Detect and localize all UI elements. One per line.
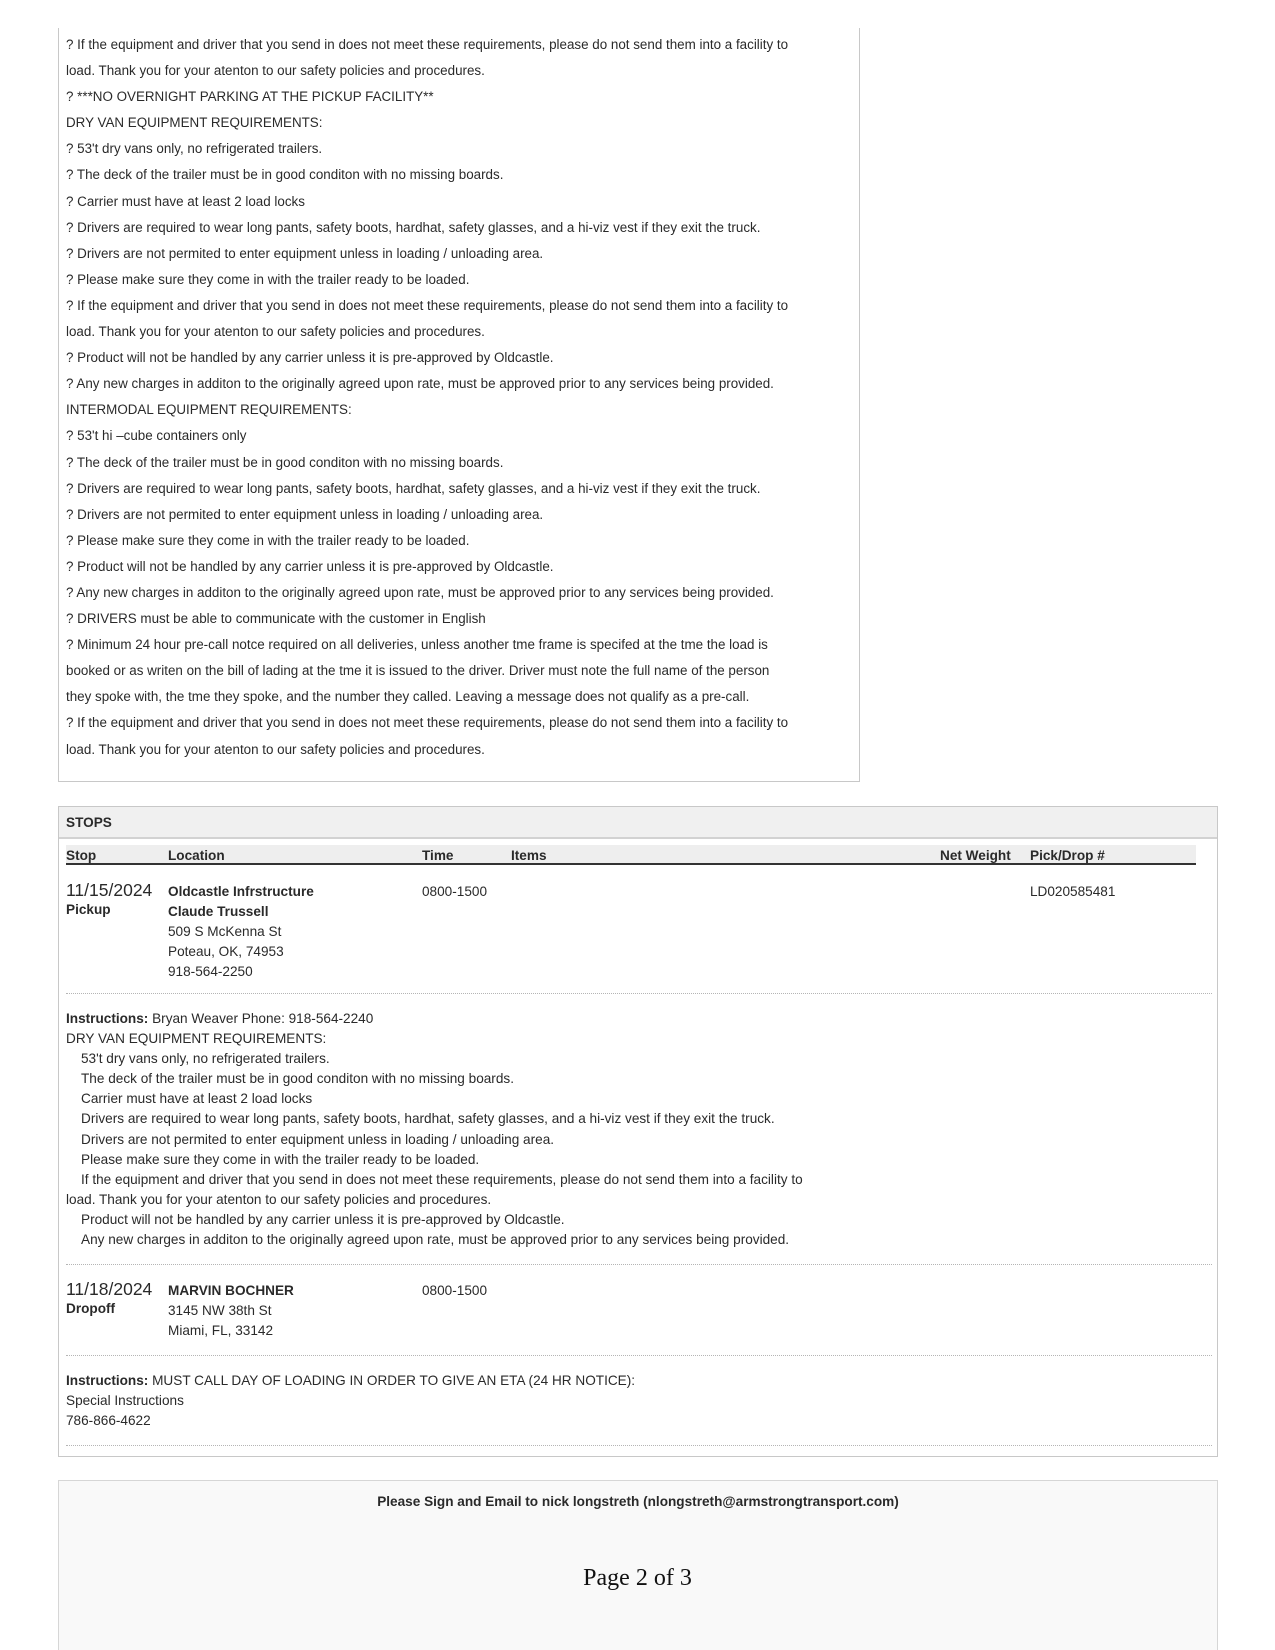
location-company: Oldcastle Infrstructure: [168, 884, 314, 899]
location-phone: 918-564-2250: [168, 964, 253, 979]
location-address: 509 S McKenna St: [168, 924, 282, 939]
requirement-line: ? Minimum 24 hour pre-call notce required on all deliveries, unless another tme frame is specifed at the tme the load is: [66, 637, 768, 653]
divider: [66, 1445, 1212, 1446]
stop-type: Pickup: [66, 902, 111, 917]
stop-date: 11/18/2024: [66, 1279, 153, 1300]
stop-time: 0800-1500: [422, 884, 488, 899]
column-items: Items: [511, 848, 547, 863]
stop-type: Dropoff: [66, 1301, 116, 1317]
stop-ref-number: LD020585481: [1030, 884, 1116, 899]
stop-location: [168, 1281, 294, 1341]
requirement-line: ? The deck of the trailer must be in good conditon with no missing boards.: [66, 454, 504, 470]
requirement-line: ? Please make sure they come in with the trailer ready to be loaded.: [66, 532, 470, 548]
requirement-line: ? 53't dry vans only, no refrigerated trailers.: [66, 141, 323, 157]
location-address: 3145 NW 38th St: [168, 1303, 272, 1319]
stop-row-dropoff: [66, 1265, 1217, 1355]
instructions-line: Drivers are not permited to enter equipment unless in loading / unloading area.: [81, 1131, 555, 1147]
page-number: Page 2 of 3: [583, 1565, 692, 1591]
instructions-line: Carrier must have at least 2 load locks: [81, 1091, 313, 1107]
requirement-line: they spoke with, the tme they spoke, and the number they called. Leaving a message does not qualify as a pre-call.: [66, 689, 750, 705]
instructions-line: 786-866-4622: [66, 1413, 151, 1429]
instructions-line: If the equipment and driver that you send in does not meet these requirements, please do not send them into a facility to: [81, 1171, 803, 1187]
instructions-line: Special Instructions: [66, 1393, 184, 1409]
column-location: Location: [168, 848, 225, 863]
stop-date: 11/15/2024: [66, 880, 153, 900]
requirement-line: ? 53't hi –cube containers only: [66, 428, 247, 444]
stops-table: [59, 839, 1217, 1446]
instructions-line: DRY VAN EQUIPMENT REQUIREMENTS:: [66, 1031, 327, 1047]
instructions-line: load. Thank you for your atenton to our safety policies and procedures.: [66, 1191, 492, 1207]
stop-row-pickup: [66, 865, 1217, 993]
location-city: Miami, FL, 33142: [168, 1323, 274, 1339]
instructions-line: The deck of the trailer must be in good conditon with no missing boards.: [81, 1071, 514, 1087]
requirement-line: ? Drivers are not permited to enter equipment unless in loading / unloading area.: [66, 506, 544, 522]
stop-time: 0800-1500: [422, 1283, 488, 1299]
stop-location: [168, 882, 314, 982]
requirement-line: load. Thank you for your atenton to our safety policies and procedures.: [66, 63, 485, 79]
instructions-line: Drivers are required to wear long pants, safety boots, hardhat, safety glasses, and a hi-viz vest if they exit the truck.: [81, 1111, 775, 1127]
stops-column-header: [66, 845, 1196, 865]
requirement-line: ? Product will not be handled by any carrier unless it is pre-approved by Oldcastle.: [66, 558, 554, 574]
requirement-line: ? Carrier must have at least 2 load locks: [66, 193, 305, 209]
location-contact: Claude Trussell: [168, 904, 269, 919]
location-city: Poteau, OK, 74953: [168, 944, 284, 959]
requirement-line: ? Please make sure they come in with the trailer ready to be loaded.: [66, 271, 470, 287]
requirement-line: ? Drivers are not permited to enter equipment unless in loading / unloading area.: [66, 245, 544, 261]
requirement-line: ? Drivers are required to wear long pants, safety boots, hardhat, safety glasses, and a hi-viz vest if they exit the truck.: [66, 480, 761, 496]
requirement-line: load. Thank you for your atenton to our safety policies and procedures.: [66, 741, 485, 757]
requirement-line: DRY VAN EQUIPMENT REQUIREMENTS:: [66, 115, 323, 131]
instructions-label: Instructions:: [66, 1373, 149, 1389]
sign-instructions: Please Sign and Email to nick longstreth (nlongstreth@armstrongtransport.com): [377, 1494, 899, 1509]
requirement-line: ? Drivers are required to wear long pants, safety boots, hardhat, safety glasses, and a hi-viz vest if they exit the truck.: [66, 219, 761, 235]
requirement-line: booked or as writen on the bill of lading at the tme it is issued to the driver. Driver must note the full name of the person: [66, 663, 770, 679]
instructions-line: Any new charges in additon to the originally agreed upon rate, must be approved prior to any services being provided.: [81, 1232, 790, 1248]
requirement-line: INTERMODAL EQUIPMENT REQUIREMENTS:: [66, 402, 352, 418]
requirement-line: ? Product will not be handled by any carrier unless it is pre-approved by Oldcastle.: [66, 350, 554, 366]
stops-title: STOPS: [59, 807, 1217, 839]
requirement-line: ? If the equipment and driver that you send in does not meet these requirements, please do not send them into a facility to: [66, 715, 789, 731]
column-net-weight: Net Weight: [940, 848, 1011, 863]
instructions-line: 53't dry vans only, no refrigerated trailers.: [81, 1051, 330, 1067]
requirement-line: ? Any new charges in additon to the originally agreed upon rate, must be approved prior to any services being provided.: [66, 376, 774, 392]
instructions-line: Please make sure they come in with the trailer ready to be loaded.: [81, 1151, 480, 1167]
requirement-line: ? ***NO OVERNIGHT PARKING AT THE PICKUP FACILITY**: [66, 89, 434, 105]
stops-section: [58, 806, 1218, 1457]
requirement-line: ? The deck of the trailer must be in good conditon with no missing boards.: [66, 167, 504, 183]
requirement-line: ? If the equipment and driver that you send in does not meet these requirements, please do not send them into a facility to: [66, 297, 789, 313]
requirement-line: load. Thank you for your atenton to our safety policies and procedures.: [66, 324, 485, 340]
instructions-label: Instructions:: [66, 1011, 149, 1026]
requirement-line: ? If the equipment and driver that you send in does not meet these requirements, please do not send them into a facility to: [66, 37, 789, 52]
requirement-line: ? Any new charges in additon to the originally agreed upon rate, must be approved prior to any services being provided.: [66, 584, 774, 600]
requirement-line: ? DRIVERS must be able to communicate with the customer in English: [66, 611, 486, 627]
column-stop: Stop: [66, 848, 97, 863]
dropoff-instructions: [66, 1356, 1217, 1445]
column-pick-drop: Pick/Drop #: [1030, 848, 1105, 863]
requirements-box: [58, 28, 860, 782]
column-time: Time: [422, 848, 454, 863]
location-company: MARVIN BOCHNER: [168, 1283, 294, 1299]
instructions-text: MUST CALL DAY OF LOADING IN ORDER TO GIVE AN ETA (24 HR NOTICE):: [152, 1373, 636, 1389]
instructions-line: Product will not be handled by any carrier unless it is pre-approved by Oldcastle.: [81, 1211, 565, 1227]
instructions-text: Bryan Weaver Phone: 918-564-2240: [152, 1011, 374, 1026]
pickup-instructions: [66, 994, 1217, 1264]
